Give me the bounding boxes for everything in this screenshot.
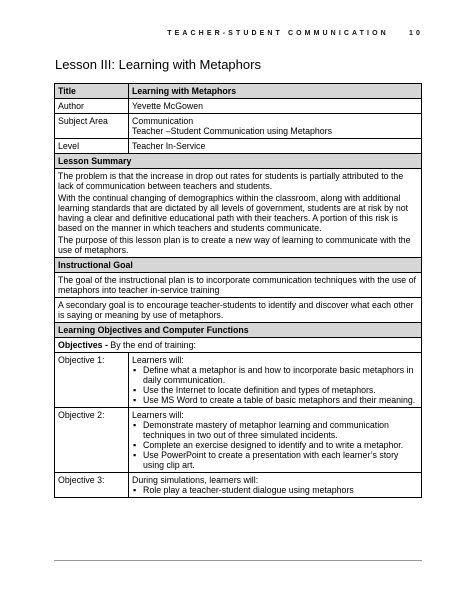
running-head — [0, 30, 423, 37]
objective-label: Objective 1: — [55, 353, 129, 408]
objective-label: Objective 3: — [55, 473, 129, 498]
objective-bullet: ▪ Use the Internet to locate definition and types of metaphors. — [142, 385, 418, 395]
level-row — [55, 139, 422, 154]
author-row — [55, 99, 422, 114]
objective-bullet: ▪ Use PowerPoint to create a presentation with each learner’s story using clip art. — [142, 450, 418, 470]
objective-body — [129, 353, 422, 408]
objective-row — [55, 473, 422, 498]
objective-bullet: ▪ Use MS Word to create a table of basic metaphors and their meaning. — [142, 395, 418, 405]
goal-paragraph: A secondary goal is to encourage teacher-students to identify and discover what each other is saying or meaning by use of metaphors. — [55, 298, 422, 323]
author-label: Author — [55, 99, 129, 114]
summary-paragraph: The purpose of this lesson plan is to create a new way of learning to communicate with the use of metaphors. — [58, 235, 411, 255]
level-value: Teacher In-Service — [129, 139, 422, 154]
title-label: Title — [55, 84, 129, 99]
goal-row — [55, 298, 422, 323]
page-number: 10 — [409, 30, 423, 37]
objectives-intro — [55, 338, 422, 353]
objective-row — [55, 408, 422, 473]
objective-bullet-list — [132, 420, 418, 470]
objective-body — [129, 408, 422, 473]
title-value: Learning with Metaphors — [129, 84, 422, 99]
title-row — [55, 84, 422, 99]
running-head-title: TEACHER-STUDENT COMMUNICATION — [167, 30, 389, 37]
lesson-summary-row — [55, 169, 422, 258]
objective-row — [55, 353, 422, 408]
objective-label: Objective 2: — [55, 408, 129, 473]
subject-value-line-1: Communication — [132, 116, 194, 126]
summary-paragraph: The problem is that the increase in drop out rates for students is partially attributed to the lack of communication between teachers and students. — [58, 171, 404, 191]
objective-bullet-list — [132, 485, 418, 495]
subject-value-line-2: Teacher –Student Communication using Metaphors — [132, 126, 332, 136]
objectives-heading-row — [55, 323, 422, 338]
lesson-summary-body — [55, 169, 422, 258]
objective-lead: Learners will: — [132, 410, 184, 420]
subject-label: Subject Area — [55, 114, 129, 139]
objective-lead: Learners will: — [132, 355, 184, 365]
lesson-summary-heading-row — [55, 154, 422, 169]
subject-row — [55, 114, 422, 139]
objective-body — [129, 473, 422, 498]
level-label: Level — [55, 139, 129, 154]
objective-bullet: ▪ Role play a teacher-student dialogue using metaphors — [142, 485, 418, 495]
lesson-title: Lesson III: Learning with Metaphors — [55, 57, 261, 72]
goal-paragraph: The goal of the instructional plan is to incorporate communication techniques with the use of metaphors into teacher in-service training — [55, 273, 422, 298]
objectives-heading: Learning Objectives and Computer Functions — [55, 323, 422, 338]
footer-divider — [54, 560, 422, 561]
objective-lead: During simulations, learners will: — [132, 475, 259, 485]
instructional-goal-heading-row — [55, 258, 422, 273]
objectives-intro-bold: Objectives - — [58, 340, 111, 350]
summary-paragraph: With the continual changing of demographics within the classroom, along with additional learning standards that are dictated by all levels of government, students are at risk by not having a clear and definitive educational path with their teachers. A portion of this risk is based on the manner in which teachers and students communicate. — [58, 193, 409, 233]
instructional-goal-heading: Instructional Goal — [55, 258, 422, 273]
goal-row — [55, 273, 422, 298]
subject-value — [129, 114, 422, 139]
author-value: Yevette McGowen — [129, 99, 422, 114]
objective-bullet: ▪ Define what a metaphor is and how to incorporate basic metaphors in daily communication. — [142, 365, 418, 385]
lesson-summary-heading: Lesson Summary — [55, 154, 422, 169]
objectives-intro-text: By the end of training: — [110, 340, 196, 350]
objectives-intro-row — [55, 338, 422, 353]
objective-bullet: ▪ Complete an exercise designed to identify and to write a metaphor. — [142, 440, 418, 450]
lesson-plan-table — [54, 83, 422, 498]
objective-bullet: ▪ Demonstrate mastery of metaphor learning and communication techniques in two out of three simulated incidents. — [142, 420, 418, 440]
objective-bullet-list — [132, 365, 418, 405]
